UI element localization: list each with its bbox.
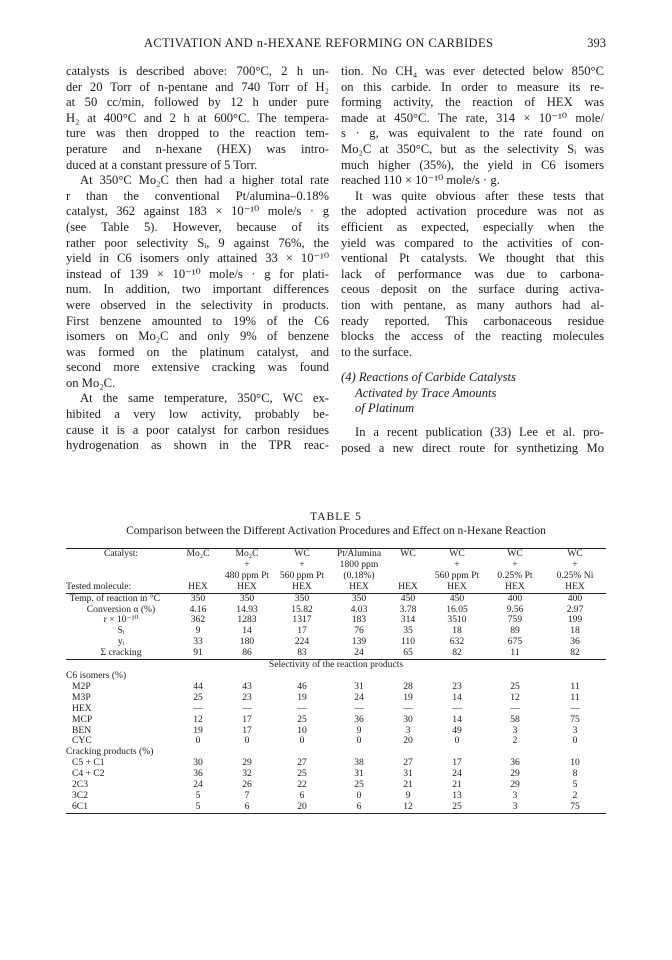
table-cell: 38 <box>354 757 364 769</box>
table-cell: 24 <box>354 691 364 703</box>
page-number: 393 <box>587 36 606 50</box>
table-cell: 29 <box>242 757 252 769</box>
left-column <box>66 64 329 454</box>
table-cell: 31 <box>354 680 364 692</box>
catalyst-header-cell: 560 ppm Pt <box>279 569 325 581</box>
catalyst-header-cell: + <box>299 558 305 570</box>
table-row <box>66 802 606 813</box>
table-cell: 31 <box>403 768 413 780</box>
text-line: catalysts is described above: 700°C, 2 h un- <box>66 64 329 78</box>
tested-molecule-cell: HEX <box>565 580 585 592</box>
text-line: reached 110 × 10⁻¹⁰ mole/s · g. <box>341 173 500 188</box>
running-head <box>66 36 606 54</box>
text-line: to the surface. <box>341 344 412 359</box>
table-cell: 17 <box>297 625 307 637</box>
table-cell: 44 <box>193 680 203 692</box>
table-cell: 14 <box>452 713 462 725</box>
table-cell: 36 <box>570 636 580 648</box>
text-line: ture was then dropped to the reaction tem- <box>66 126 329 141</box>
table-cell: 30 <box>403 713 413 725</box>
tested-molecule-cell: HEX <box>398 580 418 592</box>
table-row <box>66 648 606 659</box>
text-line: cause it is a poor catalyst for carbon residues <box>66 422 329 437</box>
table-cell: 3 <box>512 800 518 812</box>
catalyst-label: Catalyst: <box>103 548 139 559</box>
table-cell: 759 <box>507 614 523 626</box>
table-cell: 3.78 <box>399 603 417 615</box>
text-line: Mo₂C at 350°C, but as the selectivity Sᵢ was <box>341 141 604 156</box>
text-line: (see Table 5). However, because of its <box>66 219 329 234</box>
tested-molecule-cell: HEX <box>447 580 467 592</box>
text-line: efficient as expected, especially when the <box>341 219 604 234</box>
text-line: lack of performance was due to carbona- <box>341 266 604 281</box>
table-cell: 450 <box>400 592 416 604</box>
table-cell: 35 <box>403 625 413 637</box>
table-cell: 11 <box>570 680 580 692</box>
table-cell: 139 <box>351 636 367 648</box>
text-line: At 350°C Mo₂C then had a higher total rate <box>80 173 329 188</box>
table-cell: 29 <box>510 768 520 780</box>
row-label: Σ cracking <box>100 647 142 659</box>
table-cell: — <box>297 702 307 714</box>
table-cell: 7 <box>244 789 250 801</box>
tested-molecule-cell: HEX <box>349 580 369 592</box>
table-cell: 46 <box>297 680 307 692</box>
text-line: ready reported. This carbonaceous residue <box>341 313 604 328</box>
tested-molecule-cell: HEX <box>237 580 257 592</box>
table-cell: 24 <box>354 647 364 659</box>
table-cell: 25 <box>297 768 307 780</box>
row-label: 6C1 <box>72 800 88 812</box>
table-cell: 19 <box>403 691 413 703</box>
table-cell: 6 <box>356 800 362 812</box>
table-cell: 32 <box>242 768 252 780</box>
table-cell: 13 <box>452 789 462 801</box>
table-cell: 31 <box>354 768 364 780</box>
text-line: isomers on Mo₂C and only 9% of benzene <box>66 329 329 344</box>
table-cell: 3 <box>512 789 518 801</box>
table-cell: 49 <box>452 724 462 736</box>
section-heading <box>341 370 604 417</box>
table-cell: 1283 <box>237 614 257 626</box>
table-cell: 29 <box>510 779 520 791</box>
row-label: BEN <box>72 724 92 736</box>
table-cell: 9 <box>356 724 362 736</box>
text-line: In a recent publication (33) Lee et al. pro- <box>355 425 604 440</box>
table-cell: — <box>242 702 252 714</box>
table-cell: 180 <box>239 636 255 648</box>
catalyst-header-cell: + <box>244 558 250 570</box>
text-line: made at 450°C. The rate, 314 × 10⁻¹⁰ mole/ <box>341 110 604 125</box>
table-cell: 9.56 <box>506 603 524 615</box>
table-cell: 400 <box>507 592 523 604</box>
table-row <box>66 758 606 769</box>
table-row <box>66 626 606 637</box>
table-cell: 86 <box>242 647 252 659</box>
row-label: MCP <box>72 713 93 725</box>
paragraph <box>341 425 604 456</box>
table-cell: 350 <box>351 592 367 604</box>
text-line: posed a new direct route for synthetizing Mo <box>341 440 604 455</box>
table-cell: 75 <box>570 713 580 725</box>
row-label: Temp. of reaction in °C <box>69 592 160 604</box>
table-cell: — <box>452 702 462 714</box>
text-line: the adopted activation procedure was not as <box>341 204 604 219</box>
table-cell: 350 <box>190 592 206 604</box>
text-line: It was quite obvious after these tests that <box>355 188 604 203</box>
table-cell: 24 <box>452 768 462 780</box>
table-cell: 6 <box>299 789 305 801</box>
table-cell: 20 <box>403 735 413 747</box>
section-heading-line: (4) Reactions of Carbide Catalysts <box>341 370 516 385</box>
table-cell: 10 <box>297 724 307 736</box>
table-cell: 24 <box>193 779 203 791</box>
table-cell: — <box>193 702 203 714</box>
row-label: CYC <box>72 735 92 747</box>
table-cell: 26 <box>242 779 252 791</box>
table-cell: 89 <box>510 625 520 637</box>
text-line: yield was compared to the activities of con- <box>341 235 604 250</box>
catalyst-header-cell: WC <box>294 548 310 559</box>
table-cell: 9 <box>405 789 411 801</box>
table-cell: 362 <box>190 614 206 626</box>
catalyst-header-cell: 1800 ppm <box>339 558 379 570</box>
table-cell: 400 <box>567 592 583 604</box>
table-row <box>66 769 606 780</box>
isomers-heading: C6 isomers (%) <box>66 669 127 681</box>
catalyst-header-cell: WC <box>507 548 523 559</box>
table-cell: 25 <box>354 779 364 791</box>
row-label: HEX <box>72 702 92 714</box>
table-row <box>66 605 606 616</box>
section-heading-line: Activated by Trace Amounts <box>355 385 497 400</box>
table-row <box>66 615 606 626</box>
catalyst-header-cell: Mo₂C <box>186 548 210 559</box>
table-cell: 36 <box>354 713 364 725</box>
catalyst-header-cell: + <box>572 558 578 570</box>
text-line: s · g, was equivalent to the rate found on <box>341 126 604 141</box>
table-cell: 199 <box>567 614 583 626</box>
text-line: forming activity, the reaction of HEX was <box>341 95 604 110</box>
row-label: M2P <box>72 680 91 692</box>
text-line: second more extensive cracking was found <box>66 360 329 375</box>
table-cell: 12 <box>510 691 520 703</box>
table-row <box>66 791 606 802</box>
table-row <box>66 682 606 693</box>
table-cell: 183 <box>351 614 367 626</box>
table-cell: — <box>354 702 364 714</box>
text-line: catalyst, 362 against 183 × 10⁻¹⁰ mole/s · g <box>66 204 329 219</box>
table-cell: 5 <box>195 789 201 801</box>
table-cell: 0 <box>244 735 250 747</box>
table-cell: 28 <box>403 680 413 692</box>
table-cell: 0 <box>195 735 201 747</box>
table-row <box>66 637 606 648</box>
catalyst-header-cell: 0.25% Ni <box>556 569 594 581</box>
table-cell: 450 <box>449 592 465 604</box>
table-cell: 27 <box>403 757 413 769</box>
catalyst-header-cell: Pt/Alumina <box>336 548 382 559</box>
table-5 <box>66 548 606 814</box>
text-line: at 50 cc/min, followed by 12 h under pure <box>66 95 329 110</box>
text-line: on Mo₂C. <box>66 375 116 390</box>
row-label: Conversion α (%) <box>86 603 156 615</box>
table-cell: 25 <box>510 680 520 692</box>
table-cell: 23 <box>452 680 462 692</box>
table-cell: 675 <box>507 636 523 648</box>
catalyst-header-cell: WC <box>567 548 583 559</box>
catalyst-header-cell: Mo₂C <box>235 548 259 559</box>
table-cell: 83 <box>297 647 307 659</box>
right-column <box>341 64 604 456</box>
table-cell: 3 <box>572 724 578 736</box>
table-cell: 43 <box>242 680 252 692</box>
table-cell: — <box>403 702 413 714</box>
catalyst-header-cell: WC <box>449 548 465 559</box>
table-cell: 110 <box>400 636 416 648</box>
table-cell: 350 <box>239 592 255 604</box>
tested-molecule-cell: HEX <box>188 580 208 592</box>
row-label: Sᵢ <box>117 625 125 637</box>
table-cell: 75 <box>570 800 580 812</box>
text-line: hydrogenation as shown in the TPR reac- <box>66 438 329 453</box>
row-label: r × 10⁻¹⁰ <box>103 614 139 626</box>
catalyst-header-cell: 560 ppm Pt <box>434 569 480 581</box>
table-cell: 632 <box>449 636 465 648</box>
table-row <box>66 726 606 737</box>
table-title: Comparison between the Different Activation Procedures and Effect on n-Hexane Reaction <box>126 525 546 537</box>
table-cell: — <box>510 702 520 714</box>
table-cell: 2.97 <box>566 603 584 615</box>
paragraph <box>66 391 329 453</box>
table-number: TABLE 5 <box>310 511 362 523</box>
table-cell: 58 <box>510 713 520 725</box>
catalyst-header-cell: + <box>512 558 518 570</box>
text-line: blocks the access of the reacting molecules <box>341 329 604 344</box>
text-line: tion. No CH₄ was ever detected below 850°C <box>341 64 604 78</box>
tested-molecule-cell: HEX <box>505 580 525 592</box>
table-row <box>66 704 606 715</box>
paragraph <box>66 64 329 173</box>
text-line: H₂ at 400°C and 2 h at 600°C. The tempera- <box>66 110 329 125</box>
table-cell: 16.05 <box>446 603 468 615</box>
text-line: yield in C6 isomers only attained 33 × 10⁻¹⁰ <box>66 251 329 266</box>
catalyst-header-cell: 0.25% Pt <box>497 569 533 581</box>
table-cell: 3510 <box>447 614 467 626</box>
text-line: duced at a constant pressure of 5 Torr. <box>66 157 258 172</box>
table-cell: 9 <box>195 625 201 637</box>
catalyst-header-cell: + <box>454 558 460 570</box>
table-cell: 76 <box>354 625 364 637</box>
table-caption <box>66 510 606 538</box>
table-cell: 1317 <box>292 614 312 626</box>
table-cell: 0 <box>299 735 305 747</box>
table-cell: 5 <box>195 800 201 812</box>
catalyst-header-cell: WC <box>400 548 416 559</box>
section-heading-line: of Platinum <box>355 401 415 416</box>
table-cell: 21 <box>452 779 462 791</box>
table-cell: 27 <box>297 757 307 769</box>
table-cell: 2 <box>572 789 578 801</box>
table-cell: 4.03 <box>350 603 368 615</box>
table-cell: 12 <box>193 713 203 725</box>
table-cell: 82 <box>452 647 462 659</box>
catalyst-header-cell: (0.18%) <box>343 569 375 581</box>
text-line: der 20 Torr of n-pentane and 740 Torr of H₂ <box>66 79 329 94</box>
table-cell: 2 <box>512 735 518 747</box>
paragraph <box>341 189 604 361</box>
tested-molecule-label: Tested molecule: <box>66 580 132 592</box>
table-cell: 5 <box>572 779 578 791</box>
tested-molecule-cell: HEX <box>292 580 312 592</box>
table-row <box>66 780 606 791</box>
table-cell: 30 <box>193 757 203 769</box>
text-line: instead of 139 × 10⁻¹⁰ mole/s · g for plati- <box>66 266 329 281</box>
paragraph <box>341 64 604 189</box>
text-line: ventional Pt catalysts. We thought that this <box>341 251 604 266</box>
table-cell: 3 <box>405 724 411 736</box>
text-line: tion with pentane, as many authors had al- <box>341 297 604 312</box>
selectivity-title: Selectivity of the reaction products <box>268 659 404 671</box>
text-line: hibited a very low activity, probably be- <box>66 407 329 422</box>
catalyst-header-cell <box>388 560 428 571</box>
table-cell: 10 <box>570 757 580 769</box>
table-cell: 36 <box>193 768 203 780</box>
table-cell: 14 <box>242 625 252 637</box>
table-cell: 25 <box>193 691 203 703</box>
paragraph <box>66 173 329 391</box>
row-label: M3P <box>72 691 91 703</box>
table-cell: 15.82 <box>291 603 313 615</box>
table-cell: 18 <box>570 625 580 637</box>
table-cell: 21 <box>403 779 413 791</box>
table-cell: 4.16 <box>189 603 207 615</box>
table-cell: 11 <box>570 691 580 703</box>
table-cell: 33 <box>193 636 203 648</box>
table-row <box>66 693 606 704</box>
table-cell: 18 <box>452 625 462 637</box>
text-line: rather poor selectivity Sᵢ, 9 against 76%, the <box>66 235 329 250</box>
table-cell: 91 <box>193 647 203 659</box>
table-cell: 25 <box>452 800 462 812</box>
table-cell: 6 <box>244 800 250 812</box>
text-line: At the same temperature, 350°C, WC ex- <box>80 391 329 406</box>
row-label: C4 + C2 <box>72 768 105 780</box>
table-cell: 20 <box>297 800 307 812</box>
catalyst-header-cell: 480 ppm Pt <box>224 569 270 581</box>
table-cell: — <box>570 702 580 714</box>
table-cell: 0 <box>454 735 460 747</box>
table-cell: 22 <box>297 779 307 791</box>
text-line: num. In addition, two important differences <box>66 282 329 297</box>
table-cell: 11 <box>510 647 520 659</box>
row-label: 3C2 <box>72 789 88 801</box>
table-cell: 17 <box>242 724 252 736</box>
table-cell: 350 <box>294 592 310 604</box>
table-cell: 14.93 <box>236 603 258 615</box>
table-cell: 0 <box>572 735 578 747</box>
row-label: C5 + C1 <box>72 757 105 769</box>
table-cell: 19 <box>193 724 203 736</box>
table-cell: 12 <box>403 800 413 812</box>
table-cell: 23 <box>242 691 252 703</box>
table-cell: 8 <box>572 768 578 780</box>
row-label: 2C3 <box>72 779 88 791</box>
table-cell: 17 <box>452 757 462 769</box>
table-cell: 314 <box>400 614 416 626</box>
text-line: were observed in the selectivity in products. <box>66 297 329 312</box>
table-cell: 17 <box>242 713 252 725</box>
table-cell: 0 <box>356 789 362 801</box>
table-cell: 36 <box>510 757 520 769</box>
cracking-heading: Cracking products (%) <box>66 746 154 758</box>
table-cell: 65 <box>403 647 413 659</box>
running-title: ACTIVATION AND n-HEXANE REFORMING ON CARBIDES <box>144 36 494 50</box>
text-line: was formed on the platinum catalyst, and <box>66 344 329 359</box>
text-line: r than the conventional Pt/alumina–0.18% <box>66 188 329 203</box>
table-cell: 82 <box>570 647 580 659</box>
table-row <box>66 593 606 604</box>
table-cell: 19 <box>297 691 307 703</box>
text-line: much higher (35%), the yield in C6 isomers <box>341 157 604 172</box>
table-cell: 25 <box>297 713 307 725</box>
table-cell: 14 <box>452 691 462 703</box>
row-label: yᵢ <box>117 636 125 648</box>
table-row <box>66 715 606 726</box>
text-line: ceous deposit on the surface during activa- <box>341 282 604 297</box>
table-cell: 224 <box>294 636 310 648</box>
text-line: First benzene amounted to 19% of the C6 <box>66 313 329 328</box>
table-cell: 3 <box>512 724 518 736</box>
text-line: perature and n-hexane (HEX) was intro- <box>66 141 329 156</box>
table-cell: 0 <box>356 735 362 747</box>
catalyst-header-cell <box>176 560 220 571</box>
text-line: on this carbide. In order to measure its re- <box>341 79 604 94</box>
